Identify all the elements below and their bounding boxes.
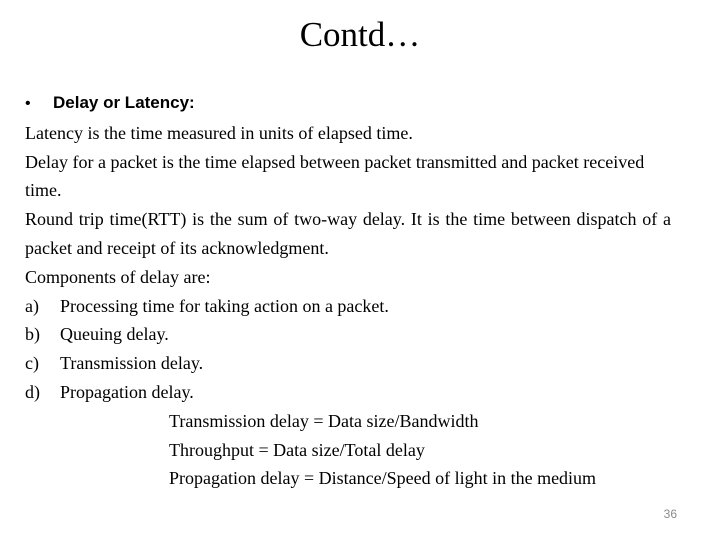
components-intro: Components of delay are: [25,266,211,287]
list-item-text: Transmission delay. [60,353,204,374]
list-item-text: Propagation delay. [60,381,194,402]
slide-content [25,88,671,493]
transmission-delay-formula: Transmission delay = Data size/Bandwidth [169,410,479,431]
list-item-text: Processing time for taking action on a packet. [60,295,389,316]
packet-delay-definition: Delay for a packet is the time elapsed between packet transmitted and packet received time. [25,151,645,201]
throughput-formula: Throughput = Data size/Total delay [169,439,425,460]
latency-definition: Latency is the time measured in units of elapsed time. [25,122,413,143]
list-item [25,349,671,378]
propagation-delay-formula: Propagation delay = Distance/Speed of light in the medium [169,468,597,489]
page-number: 36 [663,507,677,521]
rtt-definition: Round trip time(RTT) is the sum of two-way delay. It is the time between dispatch of a packet and receipt of its acknowledgment. [25,209,671,258]
list-marker: c) [25,353,39,374]
slide-title: Contd… [299,15,421,54]
bullet-heading-line [25,88,671,119]
delay-components-list [25,292,671,407]
bullet-heading: Delay or Latency: [53,93,195,112]
list-item [25,378,671,407]
list-item-text: Queuing delay. [60,324,169,345]
list-marker: b) [25,324,40,345]
list-marker: a) [25,295,39,316]
list-item [25,292,671,321]
list-marker: d) [25,381,40,402]
bullet-icon: • [25,95,31,112]
list-item [25,320,671,349]
